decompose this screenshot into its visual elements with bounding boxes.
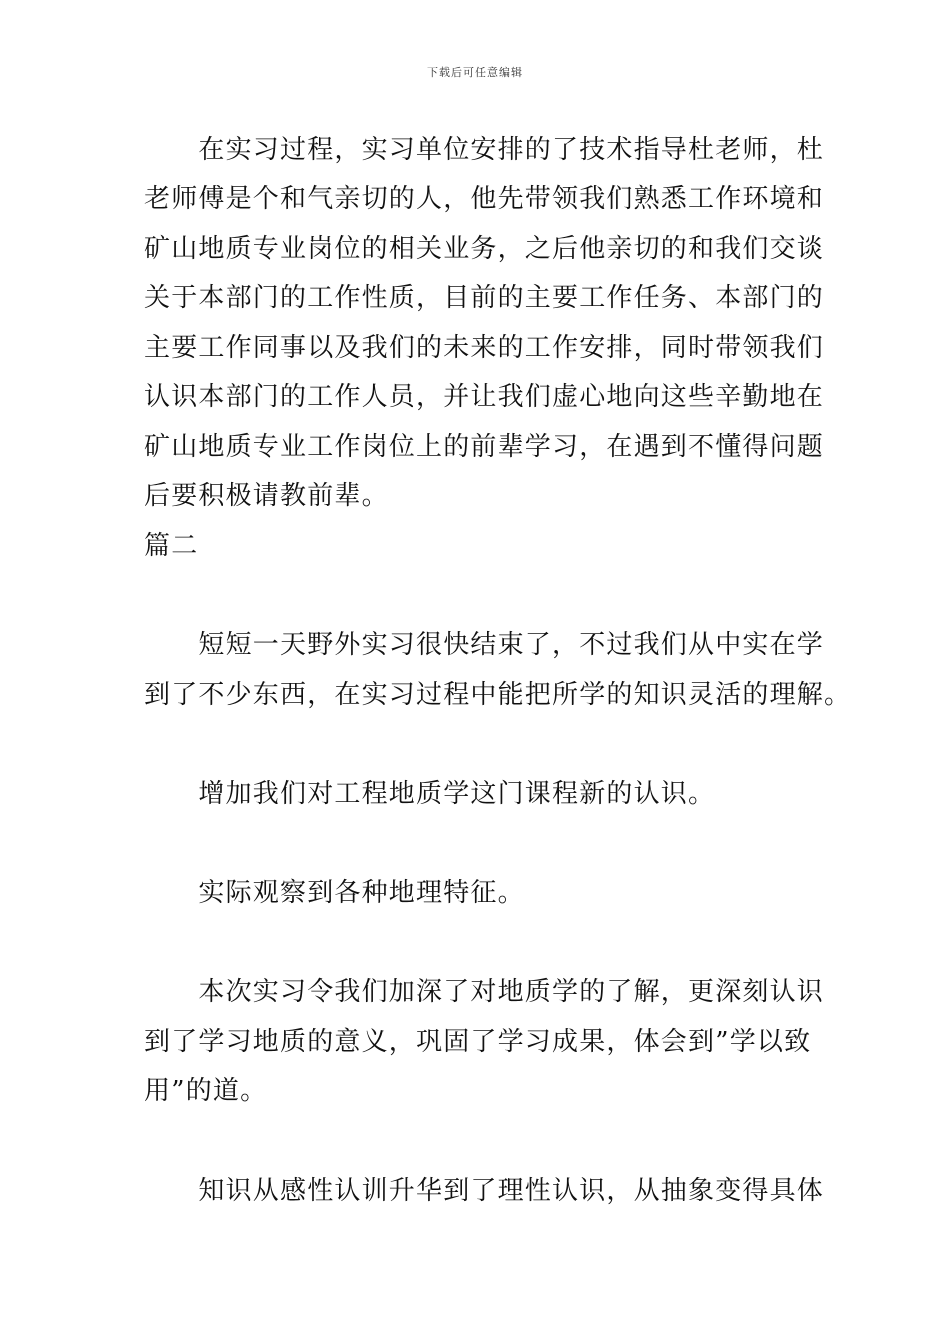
paragraph-line: 主要工作同事以及我们的未来的工作安排，同时带领我们 bbox=[144, 333, 825, 363]
paragraph-line: 增加我们对工程地质学这门课程新的认识。 bbox=[144, 779, 716, 809]
paragraph-line: 实际观察到各种地理特征。 bbox=[144, 878, 525, 908]
paragraph-line: 关于本部门的工作性质，目前的主要工作任务、本部门的 bbox=[144, 283, 825, 313]
paragraph-line: 在实习过程，实习单位安排的了技术指导杜老师，杜 bbox=[144, 135, 825, 165]
section-heading: 篇二 bbox=[144, 531, 199, 561]
paragraph-line: 到了不少东西，在实习过程中能把所学的知识灵活的理解。 bbox=[144, 680, 852, 710]
paragraph-line: 知识从感性认训升华到了理性认识，从抽象变得具体 bbox=[144, 1176, 825, 1206]
paragraph-line: 矿山地质专业岗位的相关业务，之后他亲切的和我们交谈 bbox=[144, 234, 825, 264]
paragraph-line: 认识本部门的工作人员，并让我们虚心地向这些辛勤地在 bbox=[144, 382, 825, 412]
paragraph-line: 后要积极请教前辈。 bbox=[144, 481, 389, 511]
paragraph-line: 用”的道。 bbox=[144, 1076, 268, 1106]
paragraph-line: 矿山地质专业工作岗位上的前辈学习，在遇到不懂得问题 bbox=[144, 432, 825, 462]
paragraph-line: 本次实习令我们加深了对地质学的了解，更深刻认识 bbox=[144, 977, 825, 1007]
page-header: 下载后可任意编辑 bbox=[427, 66, 523, 79]
paragraph-line: 老师傅是个和气亲切的人，他先带领我们熟悉工作环境和 bbox=[144, 184, 825, 214]
paragraph-line: 到了学习地质的意义，巩固了学习成果，体会到”学以致 bbox=[144, 1027, 812, 1057]
paragraph-line: 短短一天野外实习很快结束了，不过我们从中实在学 bbox=[144, 630, 825, 660]
